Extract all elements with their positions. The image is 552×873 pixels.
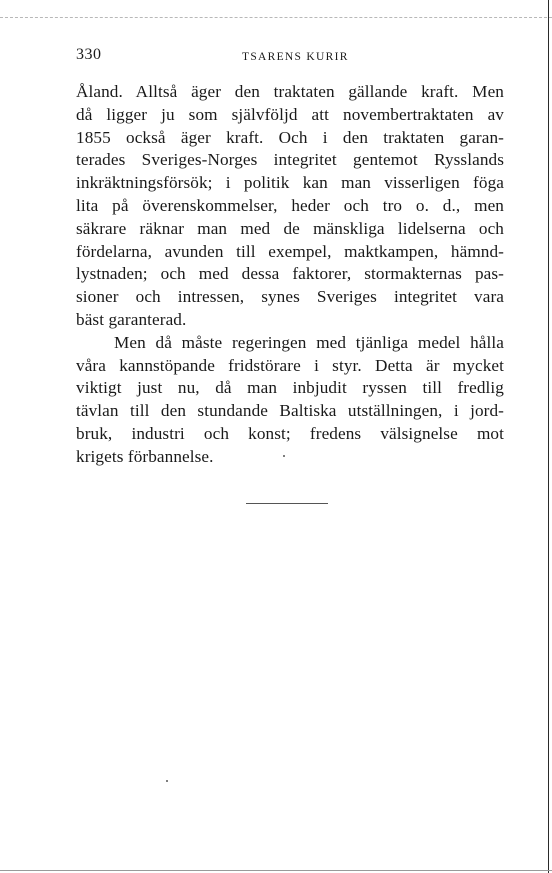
- text-line: våra kannstöpande fridstörare i styr. Detta är mycket: [76, 355, 504, 375]
- text-line: krigets förbannelse.: [76, 446, 214, 466]
- text-line: inkräktningsförsök; i politik kan man visserligen föga: [76, 173, 504, 193]
- print-speck: [283, 455, 285, 457]
- page-number: 330: [76, 46, 102, 63]
- running-title: TSARENS KURIR: [242, 51, 349, 63]
- text-line: sioner och intressen, synes Sveriges integritet vara: [76, 287, 504, 307]
- text-line: tävlan till den stundande Baltiska utställningen, i jord-: [76, 401, 504, 421]
- section-end-rule: [246, 503, 328, 504]
- page-header: [76, 46, 506, 66]
- text-line: terades Sveriges-Norges integritet gentemot Rysslands: [76, 150, 504, 170]
- text-line: bruk, industri och konst; fredens välsignelse mot: [76, 423, 504, 443]
- text-line: bäst garanterad.: [76, 309, 187, 329]
- text-line: Men då måste regeringen med tjänliga medel hålla: [114, 332, 504, 352]
- body-text: [76, 81, 504, 469]
- text-line: lita på överenskommelser, heder och tro o. d., men: [76, 195, 504, 215]
- text-line: lystnaden; och med dessa faktorer, stormakternas pas-: [76, 264, 504, 284]
- paragraph-1: [76, 81, 504, 332]
- text-line: 1855 också äger kraft. Och i den traktaten garan-: [76, 127, 504, 147]
- text-line: fördelarna, avunden till exempel, maktkampen, hämnd-: [76, 241, 504, 261]
- scan-top-edge: [0, 17, 552, 18]
- text-line: viktigt just nu, då man inbjudit ryssen till fredlig: [76, 378, 504, 398]
- print-speck: [166, 780, 168, 782]
- text-line: säkrare räknar man med de mänskliga lidelserna och: [76, 218, 504, 238]
- scan-right-edge: [548, 0, 549, 873]
- scan-bottom-edge: [0, 870, 552, 871]
- text-line: då ligger ju som självföljd att novembertraktaten av: [76, 104, 504, 124]
- text-line: Åland. Alltså äger den traktaten gällande kraft. Men: [76, 82, 504, 101]
- paragraph-2: [76, 332, 504, 469]
